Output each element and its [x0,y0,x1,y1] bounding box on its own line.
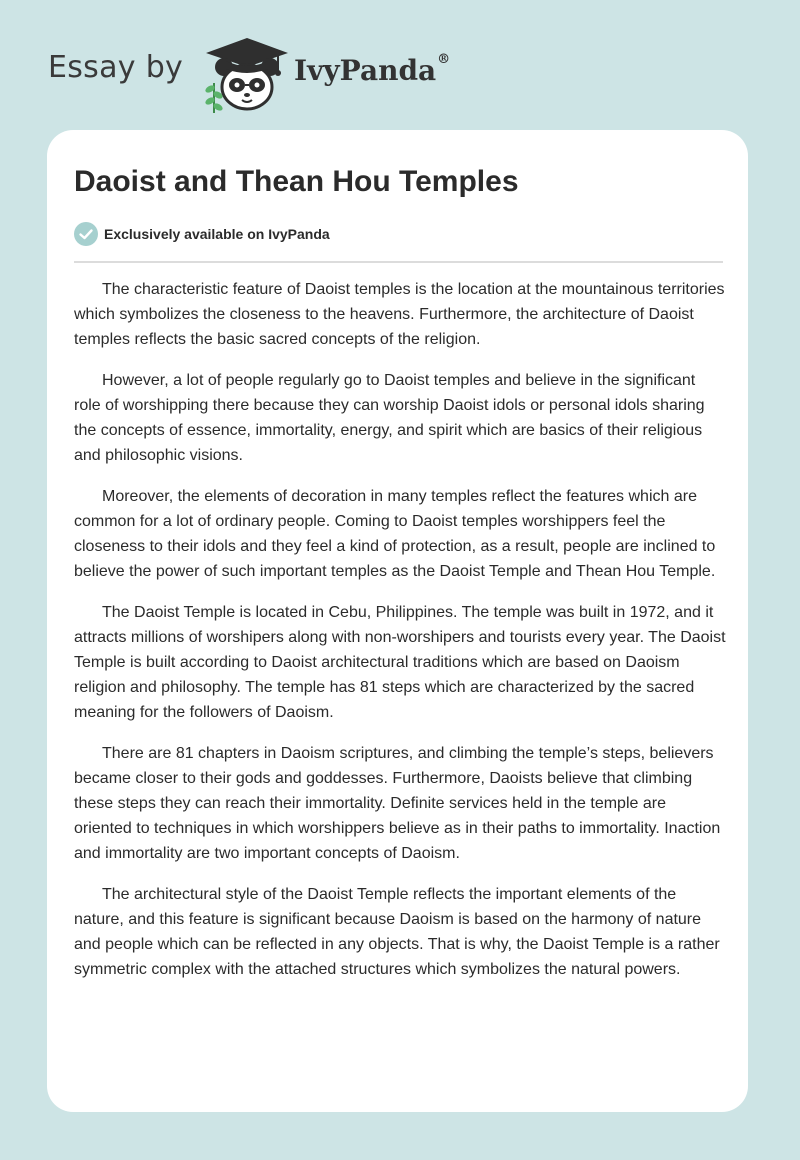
paragraph: There are 81 chapters in Daoism scriptures, and climbing the temple’s steps, believers became closer to their gods and goddesses. Furthermore, Daoists believe that climbing these steps they can reach their immortality. Definite services held in the temple are oriented to techniques in which worshippers believe as in their paths to immortality. Inaction and immortality are two important concepts of Daoism. [74,745,721,862]
site-header [48,30,548,110]
divider [74,261,723,263]
essay-body [74,277,726,998]
essay-by-label: Essay by [48,50,184,85]
paragraph: The architectural style of the Daoist Temple reflects the important elements of the nature, and this feature is significant because Daoism is based on the harmony of nature and people which can be reflected in any objects. That is why, the Daoist Temple is a rather symmetric complex with the attached structures which symbolizes the natural powers. [74,886,720,978]
paragraph: The characteristic feature of Daoist temples is the location at the mountainous territories which symbolizes the closeness to the heavens. Furthermore, the architecture of Daoist temples reflects the basic sacred concepts of the religion. [74,281,725,348]
page-title: Daoist and Thean Hou Temples [74,165,519,198]
essay-card [47,130,748,1112]
panda-logo-icon[interactable] [202,35,292,115]
paragraph: The Daoist Temple is located in Cebu, Philippines. The temple was built in 1972, and it attracts millions of worshipers along with non-worshipers and tourists every year. The Daoist Temple is built according to Daoist architectural traditions which are based on Daoism religion and philosophy. The temple has 81 steps which are characterized by the sacred meaning for the followers of Daoism. [74,604,726,721]
exclusive-badge [74,222,330,246]
trademark-symbol: ® [437,52,451,67]
paragraph: However, a lot of people regularly go to Daoist temples and believe in the significant role of worshipping there because they can worship Daoist idols or personal idols sharing the concepts of essence, immortality, energy, and spirit which are basics of their religious and philosophic visions. [74,372,705,464]
brand-name[interactable] [294,54,450,87]
brand-label: IvyPanda [294,54,437,87]
check-circle-icon [74,222,98,246]
paragraph: Moreover, the elements of decoration in many temples reflect the features which are common for a lot of ordinary people. Coming to Daoist temples worshippers feel the closeness to their idols and they feel a kind of protection, as a result, people are inclined to believe the power of such important temples as the Daoist Temple and Thean Hou Temple. [74,488,716,580]
exclusive-badge-label: Exclusively available on IvyPanda [104,226,330,242]
